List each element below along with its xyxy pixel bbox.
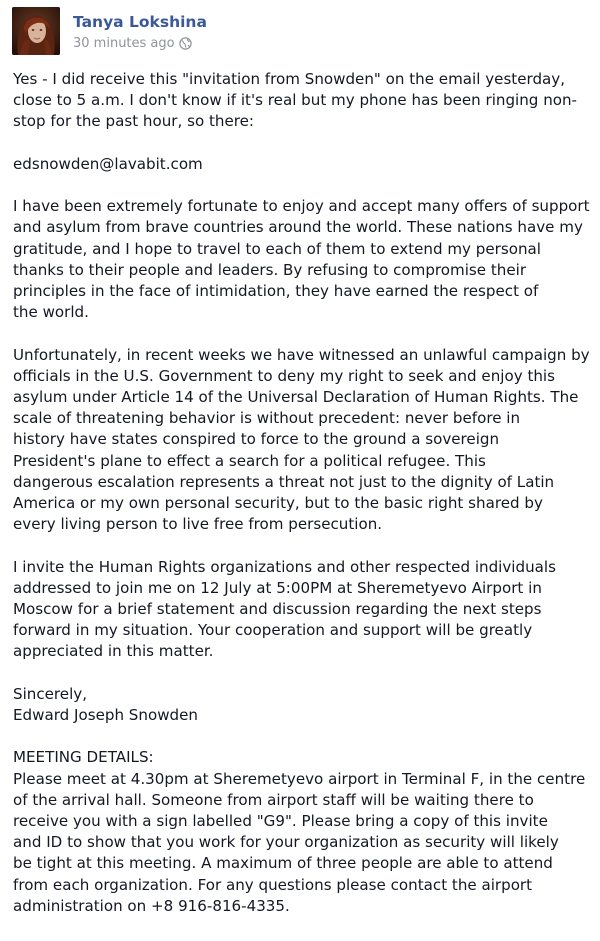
- post-text-line: addressed to join me on 12 July at 5:00PM at Sheremetyevo Airport in: [13, 578, 542, 597]
- post-body: [13, 69, 595, 938]
- post-text-line: stop for the past hour, so there:: [13, 112, 255, 131]
- post-paragraph: [13, 747, 595, 917]
- post-text-line: President's plane to effect a search for a political refugee. This: [13, 451, 486, 470]
- post-text-line: forward in my situation. Your cooperation and support will be greatly: [13, 621, 533, 640]
- author-name-link[interactable]: Tanya Lokshina: [73, 13, 207, 31]
- post-text-line: receive you with a sign labelled "G9". Please bring a copy of this invite: [13, 812, 548, 831]
- post-timestamp[interactable]: 30 minutes ago: [73, 36, 175, 51]
- post-text-line: I have been extremely fortunate to enjoy and accept many offers of support: [13, 197, 590, 216]
- post-text-line: and ID to show that you work for your organization as security will likely: [13, 833, 559, 852]
- post-paragraph: [13, 196, 595, 323]
- post-text-line: administration on +8 916-816-4335.: [13, 896, 290, 915]
- post-text-line: from each organization. For any questions please contact the airport: [13, 875, 533, 894]
- post-meta: [73, 36, 192, 51]
- avatar[interactable]: [12, 7, 60, 55]
- post-text-line: officials in the U.S. Government to deny my right to seek and enjoy this: [13, 366, 555, 385]
- post-text-line: edsnowden@lavabit.com: [13, 154, 203, 173]
- post-text-line: gratitude, and I hope to travel to each of them to extend my personal: [13, 239, 541, 258]
- post-paragraph: [13, 69, 595, 133]
- profile-photo-icon: [12, 7, 60, 55]
- post-text-line: I invite the Human Rights organizations and other respected individuals: [13, 557, 556, 576]
- post-text-line: MEETING DETAILS:: [13, 748, 154, 767]
- post-text-line: principles in the face of intimidation, they have earned the respect of: [13, 282, 539, 300]
- post-text-line: appreciated in this matter.: [13, 642, 214, 661]
- post-text-line: every living person to live free from persecution.: [13, 515, 383, 534]
- post-text-line: scale of threatening behavior is without precedent: never before in: [13, 409, 521, 428]
- post-text-line: Edward Joseph Snowden: [13, 706, 198, 725]
- post-text-line: Unfortunately, in recent weeks we have witnessed an unlawful campaign by: [13, 345, 590, 364]
- post-text-line: dangerous escalation represents a threat not just to the dignity of Latin: [13, 472, 555, 491]
- post-text-line: Please meet at 4.30pm at Sheremetyevo airport in Terminal F, in the centre: [13, 769, 586, 788]
- post-text-line: Moscow for a brief statement and discussion regarding the next steps: [13, 600, 542, 619]
- post-text-line: history have states conspired to force to the ground a sovereign: [13, 430, 500, 449]
- post-text-line: Yes - I did receive this "invitation from Snowden" on the email yesterday,: [13, 70, 566, 88]
- post-text-line: Sincerely,: [13, 684, 88, 703]
- globe-icon[interactable]: [179, 37, 192, 50]
- post-text-line: and asylum from brave countries around the world. These nations have my: [13, 218, 583, 237]
- post-text-line: of the arrival hall. Someone from airport staff will be waiting there to: [13, 790, 534, 809]
- post-text-line: America or my own personal security, but to the basic right shared by: [13, 494, 543, 513]
- post-paragraph: [13, 154, 595, 175]
- post-paragraph: [13, 557, 595, 663]
- post-paragraph: [13, 684, 595, 726]
- post-text-line: close to 5 a.m. I don't know if it's real but my phone has been ringing non-: [13, 91, 578, 110]
- post-paragraph: [13, 345, 595, 536]
- post-text-line: the world.: [13, 303, 89, 322]
- post-text-line: asylum under Article 14 of the Universal Declaration of Human Rights. The: [13, 388, 579, 406]
- post-text-line: thanks to their people and leaders. By refusing to compromise their: [13, 260, 527, 279]
- post-text-line: be tight at this meeting. A maximum of three people are able to attend: [13, 854, 553, 873]
